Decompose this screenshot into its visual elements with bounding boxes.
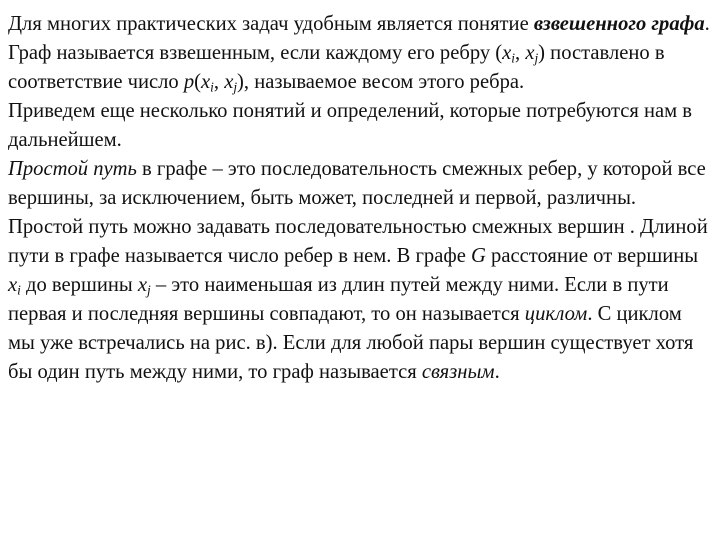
var-x: x	[502, 42, 512, 64]
subscript-j: j	[233, 79, 238, 95]
text: ,	[515, 42, 526, 64]
paragraph-simple-path	[8, 155, 712, 387]
text: ) поставлено в соответствие число	[8, 42, 665, 93]
paragraph-weighted-graph	[8, 10, 712, 97]
subscript-i: i	[210, 79, 214, 95]
text: – это наименьшая из длин путей между ними. Если в пути первая и последняя вершины совпадают, то он называется	[8, 274, 669, 325]
text: . Граф называется взвешенным, если каждому его ребру (	[8, 13, 710, 64]
var-x: x	[224, 71, 234, 93]
text: до вершины	[20, 274, 138, 296]
term-weighted-graph: взвешенного графа	[533, 13, 705, 35]
subscript-i: i	[511, 50, 516, 66]
var-x: x	[201, 71, 211, 93]
text: ), называемое весом этого ребра.	[237, 71, 525, 93]
text-body	[8, 10, 712, 387]
subscript-i: i	[17, 282, 21, 298]
text: ,	[213, 71, 225, 93]
text: . С циклом мы уже встречались на рис. в). Если для любой пары вершин существует хотя бы один путь между ними, то граф называется	[8, 303, 694, 383]
subscript-j: j	[147, 282, 151, 298]
term-simple-path: Простой путь	[8, 158, 137, 180]
text: .	[494, 361, 500, 383]
text: расстояние от вершины	[485, 245, 699, 267]
var-x: x	[525, 42, 535, 64]
term-connected: связным	[421, 361, 495, 383]
subscript-j: j	[534, 50, 539, 66]
var-x: x	[137, 274, 147, 296]
term-cycle: циклом	[524, 303, 588, 325]
var-G: G	[471, 245, 486, 267]
text: в графе – это последовательность смежных ребер, у которой все вершины, за исключением, быть может, последней и первой, различны. Простой путь можно задавать последовательностью смежных вершин . Длиной пути в графе называется число ребер в нем. В графе	[8, 158, 708, 267]
text: Для многих практических задач удобным является понятие	[8, 13, 534, 35]
paragraph-intro: Приведем еще несколько понятий и определений, которые потребуются нам в дальнейшем.	[8, 100, 693, 151]
text: (	[194, 71, 202, 93]
var-p: p	[183, 71, 195, 93]
var-x: x	[8, 274, 18, 296]
